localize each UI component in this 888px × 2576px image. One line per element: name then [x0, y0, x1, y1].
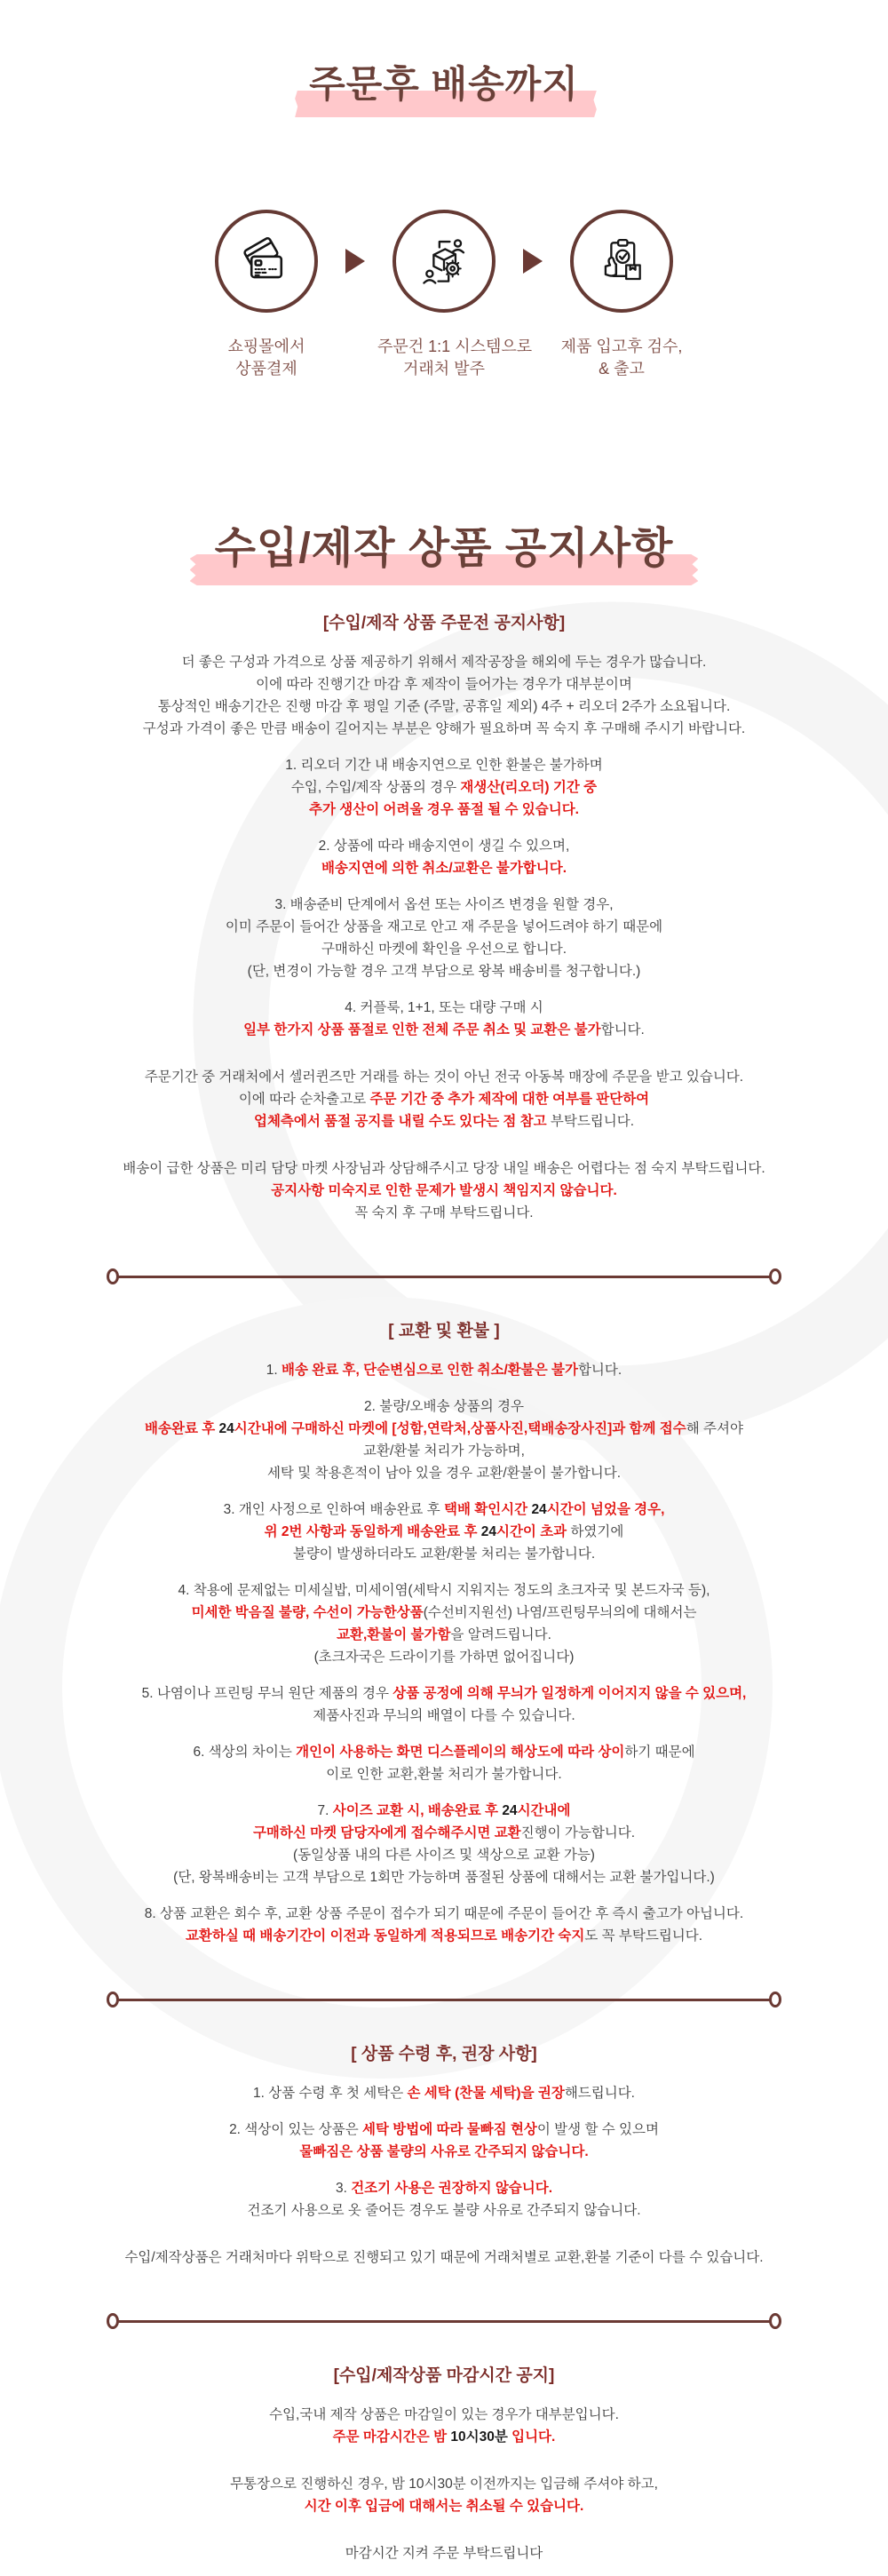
notice-line: [0, 651, 888, 673]
process-step-payment: [200, 210, 333, 380]
text-segment: 배송완료 후: [145, 1421, 219, 1436]
notice-line: [0, 1624, 888, 1646]
text-segment: 4. 커플룩, 1+1, 또는 대량 구매 시: [345, 1000, 543, 1015]
notice-item: [0, 2177, 888, 2222]
text-segment: 수입/제작상품은 거래처마다 위탁으로 진행되고 있기 때문에 거래처별로 교환,환불 기준이 다를 수 있습니다.: [124, 2250, 764, 2265]
text-segment: 꼭 숙지 후 구매 부탁드립니다.: [354, 1205, 534, 1220]
section-heading: [ 상품 수령 후, 권장 사항]: [351, 2045, 537, 2063]
notice-line: [0, 1521, 888, 1543]
notice-line: [0, 1066, 888, 1088]
text-segment: 미세한 박음질 불량, 수선이 가능한상품: [191, 1605, 424, 1620]
notice-line: [0, 696, 888, 718]
text-segment: 교환하실 때 배송기간이 이전과 동일하게 적용되므로 배송기간 숙지: [185, 1928, 585, 1944]
step-circle: [392, 210, 496, 313]
text-segment: 물빠짐은 상품 불량의 사유로 간주되지 않습니다.: [299, 2144, 589, 2159]
text-segment: 구매하신 마켓에 확인을 우선으로 합니다.: [321, 942, 567, 957]
text-segment: 24: [218, 1421, 234, 1436]
notice-line: [0, 776, 888, 799]
text-segment: 업체측에서 품절 공지를 내릴 수도 있다는 점 참고: [253, 1114, 547, 1129]
text-segment: 부탁드립니다.: [546, 1114, 635, 1129]
section-heading: [ 교환 및 환불 ]: [388, 1322, 500, 1340]
notice-line: [0, 1866, 888, 1888]
notice-item: [0, 1359, 888, 1381]
notice-item: [0, 1395, 888, 1484]
notice-line: [0, 857, 888, 879]
text-segment: 택배 확인시간: [443, 1502, 532, 1517]
notice-line: [0, 1418, 888, 1440]
divider-line: [118, 1276, 770, 1278]
text-segment: 시간 이후 입금에 대해서는 취소될 수 있습니다.: [304, 2499, 584, 2514]
notice-line: [0, 2141, 888, 2163]
notice-line: [0, 1646, 888, 1668]
notice-line: [0, 2177, 888, 2199]
notice-line: [0, 1763, 888, 1785]
section-heading: [수입/제작 상품 주문전 공지사항]: [322, 614, 566, 632]
section-divider: [107, 2315, 781, 2327]
notice-para: [0, 1066, 888, 1133]
text-segment: 1. 리오더 기간 내 배송지연으로 인한 환불은 불가하며: [285, 758, 603, 773]
arrow-right-icon: [523, 249, 543, 274]
notice-item: [0, 1903, 888, 1947]
notice-line: [0, 960, 888, 982]
text-segment: 무통장으로 진행하신 경우, 밤 10시30분 이전까지는 입금해 주셔야 하고,: [230, 2477, 658, 2492]
text-segment: 3.: [335, 2181, 352, 2196]
notice-line: [0, 894, 888, 916]
notice-line: [0, 2082, 888, 2104]
text-segment: 배송지연에 의한 취소/교환은 불가합니다.: [321, 861, 567, 876]
notice-line: [0, 1395, 888, 1418]
text-segment: 하였기에: [567, 1524, 624, 1539]
notice-line: [0, 1925, 888, 1947]
notice-item: [0, 1579, 888, 1668]
text-segment: 7.: [317, 1803, 333, 1818]
text-segment: 시간이 넘었을 경우,: [546, 1502, 665, 1517]
step-label: 주문건 1:1 시스템으로 거래처 발주: [377, 338, 533, 378]
text-segment: 주문 기간 중 추가 제작에 대한 여부를 판단하여: [369, 1092, 650, 1107]
notice-item: [0, 1741, 888, 1785]
text-segment: 교환/환불 처리가 가능하며,: [363, 1443, 525, 1459]
notice-line: [0, 754, 888, 776]
inspection-icon: [594, 234, 649, 289]
text-segment: 개인이 사용하는 화면 디스플레이의 해상도에 따라 상이: [296, 1745, 625, 1760]
notice-line: [0, 2119, 888, 2141]
text-segment: 세탁 및 착용흔적이 남아 있을 경우 교환/환불이 불가합니다.: [266, 1466, 622, 1481]
text-segment: 이미 주문이 들어간 상품을 재고로 안고 재 주문을 넣어드려야 하기 때문에: [225, 919, 663, 934]
notice-line: [0, 1602, 888, 1624]
section-divider: [107, 1993, 781, 2006]
text-segment: 합니다.: [600, 1022, 645, 1038]
step-circle: [215, 210, 318, 313]
text-segment: 2. 상품에 따라 배송지연이 생길 수 있으며,: [318, 839, 570, 854]
notice-line: [0, 673, 888, 696]
text-segment: 입니다.: [507, 2429, 556, 2445]
notice-line: [0, 2473, 888, 2495]
notice-item: [0, 997, 888, 1041]
notice-line: [0, 1157, 888, 1180]
text-segment: 수입, 수입/제작 상품의 경우: [290, 780, 461, 795]
notice-line: [0, 2199, 888, 2222]
text-segment: 1. 상품 수령 후 첫 세탁은: [253, 2086, 408, 2101]
step-label: 제품 입고후 검수, & 출고: [560, 338, 683, 378]
notice-line: [0, 799, 888, 821]
text-segment: 3. 배송준비 단계에서 옵션 또는 사이즈 변경을 원할 경우,: [274, 897, 614, 912]
notice-line: [0, 1903, 888, 1925]
notice-para: [0, 1157, 888, 1224]
notice-line: [0, 1822, 888, 1844]
notice-line: [0, 1800, 888, 1822]
notice-line: [0, 1543, 888, 1565]
notice-item: [0, 2119, 888, 2163]
notice-line: [0, 1180, 888, 1202]
text-segment: 추가 생산이 어려울 경우 품절 될 수 있습니다.: [309, 802, 579, 817]
text-segment: 수입,국내 제작 상품은 마감일이 있는 경우가 대부분입니다.: [269, 2407, 619, 2422]
text-segment: (수선비지원선) 나염/프린팅무늬의에 대해서는: [423, 1605, 697, 1620]
text-segment: 재생산(리오더) 기간 중: [460, 780, 598, 795]
text-segment: 더 좋은 구성과 가격으로 상품 제공하기 위해서 제작공장을 해외에 두는 경우가 많습니다.: [181, 655, 707, 670]
text-segment: 상품 공정에 의해 무늬가 일정하게 이어지지 않을 수 있으며,: [392, 1686, 747, 1701]
notice-line: [0, 1088, 888, 1110]
notice-para: [0, 2404, 888, 2448]
section-divider: [107, 1270, 781, 1283]
notice-blocks: [0, 612, 888, 2564]
text-segment: 건조기 사용으로 옷 줄어든 경우도 불량 사유로 간주되지 않습니다.: [247, 2203, 641, 2218]
notice-line: [0, 1499, 888, 1521]
divider-end-right: [769, 1268, 781, 1284]
text-segment: 5. 나염이나 프린팅 무늬 원단 제품의 경우: [141, 1686, 393, 1701]
text-segment: 교환,환불이 불가함: [337, 1627, 451, 1642]
text-segment: 시간내에 구매하신 마켓에 [성함,연락처,상품사진,택배송장사진]과 함께 접수: [234, 1421, 686, 1436]
text-segment: 배송 완료 후, 단순변심으로 인한 취소/환불은 불가: [281, 1363, 578, 1378]
notice-line: [0, 938, 888, 960]
notice-line: [0, 997, 888, 1019]
text-segment: 건조기 사용은 권장하지 않습니다.: [351, 2181, 553, 2196]
text-segment: 이에 따라 진행기간 마감 후 제작이 들어가는 경우가 대부분이며: [256, 677, 632, 692]
text-segment: 24: [531, 1502, 547, 1517]
text-segment: 진행이 가능합니다.: [520, 1825, 636, 1841]
arrow-right-icon: [345, 249, 365, 274]
notice-line: [0, 1019, 888, 1041]
process-steps: [0, 210, 888, 380]
divider-line: [118, 2320, 770, 2323]
notice-line: [0, 1359, 888, 1381]
notice-item: [0, 835, 888, 879]
text-segment: 해 주셔야: [686, 1421, 743, 1436]
text-segment: 이에 따라 순차출고로: [238, 1092, 370, 1107]
notice-line: [0, 916, 888, 938]
text-segment: 사이즈 교환 시, 배송완료 후: [332, 1803, 503, 1818]
notice-para: [0, 2246, 888, 2269]
notice-line: [0, 718, 888, 740]
notice-line: [0, 2542, 888, 2564]
text-segment: 합니다.: [577, 1363, 622, 1378]
notice-para: [0, 2542, 888, 2564]
process-step-order: [377, 210, 533, 380]
step-label: 쇼핑몰에서 상품결제: [227, 338, 305, 378]
text-segment: 10시30분: [450, 2429, 508, 2445]
divider-line: [118, 1999, 770, 2001]
text-segment: 주문 마감시간은 밤: [332, 2429, 451, 2445]
notice-item: [0, 754, 888, 821]
text-segment: 손 세탁 (찬물 세탁)을 권장: [407, 2086, 565, 2101]
section-heading: [수입/제작상품 마감시간 공지]: [333, 2366, 555, 2385]
notice-line: [0, 1462, 888, 1484]
text-segment: 24: [480, 1524, 496, 1539]
notice-item: [0, 1800, 888, 1888]
text-segment: 통상적인 배송기간은 진행 마감 후 평일 기준 (주말, 공휴일 제외) 4주 + 리오더 2주가 소요됩니다.: [157, 699, 731, 714]
divider-end-left: [107, 2313, 119, 2329]
notice-line: [0, 1682, 888, 1705]
notice-line: [0, 1440, 888, 1462]
credit-card-icon: [239, 234, 294, 289]
notice-para: [0, 2473, 888, 2517]
text-segment: 위 2번 사항과 동일하게 배송완료 후: [264, 1524, 481, 1539]
text-segment: (단, 왕복배송비는 고객 부담으로 1회만 가능하며 품절된 상품에 대해서는 교환 불가입니다.): [173, 1870, 715, 1885]
text-segment: 이 발생 할 수 있으며: [536, 2122, 659, 2137]
notice-item: [0, 2082, 888, 2104]
text-segment: 공지사항 미숙지로 인한 문제가 발생시 책임지지 않습니다.: [271, 1183, 617, 1198]
text-segment: 구매하신 마켓 담당자에게 접수해주시면 교환: [252, 1825, 521, 1841]
notice-item: [0, 894, 888, 982]
notice-line: [0, 1110, 888, 1133]
text-segment: 주문기간 중 거래처에서 셀러퀸즈만 거래를 하는 것이 아닌 전국 아동복 매장에 주문을 받고 있습니다.: [144, 1069, 744, 1085]
text-segment: (단, 변경이 가능할 경우 고객 부담으로 왕복 배송비를 청구합니다.): [247, 964, 641, 979]
text-segment: (초크자국은 드라이기를 가하면 없어집니다): [313, 1650, 575, 1665]
text-segment: 불량이 발생하더라도 교환/환불 처리는 불가합니다.: [292, 1546, 596, 1562]
text-segment: 2. 색상이 있는 상품은: [229, 2122, 362, 2137]
text-segment: 2. 불량/오배송 상품의 경우: [364, 1399, 524, 1414]
divider-end-left: [107, 1268, 119, 1284]
notice-line: [0, 2495, 888, 2517]
notice-line: [0, 1844, 888, 1866]
notice-line: [0, 2426, 888, 2448]
text-segment: 세탁 방법에 따라 물빠짐 현상: [362, 2122, 537, 2137]
text-segment: 시간이 초과: [496, 1524, 567, 1539]
process-step-inspection: [555, 210, 688, 380]
notice-line: [0, 835, 888, 857]
text-segment: 8. 상품 교환은 회수 후, 교환 상품 주문이 접수가 되기 때문에 주문이 들어간 후 즉시 출고가 아닙니다.: [144, 1906, 744, 1921]
divider-end-left: [107, 1992, 119, 2008]
text-segment: 일부 한가지 상품 품절로 인한 전체 주문 취소 및 교환은 불가: [243, 1022, 601, 1038]
text-segment: 1.: [266, 1363, 282, 1378]
text-segment: 구성과 가격이 좋은 만큼 배송이 길어지는 부분은 양해가 필요하며 꼭 숙지 후 구매해 주시기 바랍니다.: [142, 721, 746, 736]
notice-para: [0, 651, 888, 740]
text-segment: 제품사진과 무늬의 배열이 다를 수 있습니다.: [313, 1708, 575, 1723]
divider-end-right: [769, 1992, 781, 2008]
divider-end-right: [769, 2313, 781, 2329]
notice-title: 수입/제작 상품 공지사항: [0, 513, 888, 575]
notice-item: [0, 1499, 888, 1565]
text-segment: 3. 개인 사정으로 인하여 배송완료 후: [223, 1502, 444, 1517]
page-title: 주문후 배송까지: [0, 0, 888, 108]
step-circle: [570, 210, 673, 313]
text-segment: 4. 착용에 문제없는 미세실밥, 미세이염(세탁시 지워지는 정도의 초크자국 및 본드자국 등),: [178, 1583, 710, 1598]
text-segment: 배송이 급한 상품은 미리 담당 마켓 사장님과 상담해주시고 당장 내일 배송은 어렵다는 점 숙지 부탁드립니다.: [123, 1161, 765, 1176]
notice-line: [0, 2246, 888, 2269]
notice-line: [0, 2404, 888, 2426]
text-segment: 도 꼭 부탁드립니다.: [584, 1928, 703, 1944]
text-segment: 해드립니다.: [564, 2086, 635, 2101]
notice-line: [0, 1202, 888, 1224]
text-segment: 을 알려드립니다.: [450, 1627, 551, 1642]
text-segment: (동일상품 내의 다른 사이즈 및 색상으로 교환 가능): [293, 1848, 595, 1863]
text-segment: 시간내에: [517, 1803, 571, 1818]
text-segment: 이로 인한 교환,환불 처리가 불가합니다.: [326, 1767, 562, 1782]
text-segment: 6. 색상의 차이는: [193, 1745, 297, 1760]
order-system-icon: [416, 234, 472, 289]
text-segment: 24: [502, 1803, 518, 1818]
notice-item: [0, 1682, 888, 1727]
text-segment: 마감시간 지켜 주문 부탁드립니다: [345, 2546, 543, 2561]
notice-line: [0, 1741, 888, 1763]
notice-line: [0, 1579, 888, 1602]
text-segment: 하기 때문에: [624, 1745, 695, 1760]
notice-line: [0, 1705, 888, 1727]
